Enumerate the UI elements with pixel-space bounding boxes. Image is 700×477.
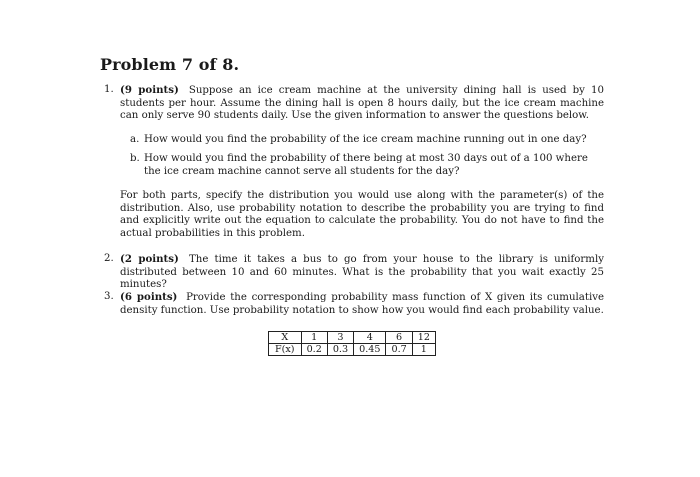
table-cell: 12 bbox=[412, 332, 435, 344]
part-letter: a. bbox=[130, 134, 140, 145]
problem-1-note: For both parts, specify the distribution you would use along with the parameter(s) of the distribution. Also, use probability notation to describe the probability you are trying to find and explicitly write out the equation to calculate the probability. You do not have to find the actual probabilities in this problem. bbox=[120, 190, 604, 239]
part-text: How would you find the probability of the ice cream machine running out in one day? bbox=[144, 134, 587, 145]
table-cell: 1 bbox=[301, 332, 327, 344]
table-cell: 0.7 bbox=[386, 344, 412, 356]
problem-body bbox=[120, 84, 604, 123]
problem-3 bbox=[104, 291, 604, 317]
problem-body bbox=[120, 253, 604, 292]
problem-text: Suppose an ice cream machine at the university dining hall is used by 10 students per hour. Assume the dining hall is open 8 hours daily, but the ice cream machine can only serve 90 students daily. Use the given information to answer the questions below. bbox=[120, 85, 604, 122]
table-header-fx: F(x) bbox=[269, 344, 302, 356]
table-row-x bbox=[269, 332, 436, 344]
problem-number: 2. bbox=[104, 253, 114, 264]
problem-text: Provide the corresponding probability mass function of X given its cumulative density function. Use probability notation to show how you would find each probability value. bbox=[120, 292, 604, 316]
table-cell: 6 bbox=[386, 332, 412, 344]
table-cell: 0.2 bbox=[301, 344, 327, 356]
page-title: Problem 7 of 8. bbox=[100, 55, 240, 74]
table-row-fx bbox=[269, 344, 436, 356]
problem-text: The time it takes a bus to go from your house to the library is uniformly distributed between 10 and 60 minutes. What is the probability that you wait exactly 25 minutes? bbox=[120, 254, 604, 291]
table-header-x: X bbox=[269, 332, 302, 344]
part-text: How would you find the probability of there being at most 30 days out of a 100 where the ice cream machine cannot serve all students for the day? bbox=[144, 153, 588, 177]
table-cell: 4 bbox=[354, 332, 386, 344]
problem-points: (2 points) bbox=[120, 253, 179, 265]
problem-points: (9 points) bbox=[120, 84, 179, 96]
problem-1-part-a bbox=[130, 134, 604, 147]
problem-2 bbox=[104, 253, 604, 292]
table-cell: 1 bbox=[412, 344, 435, 356]
problem-points: (6 points) bbox=[120, 291, 178, 303]
problem-number: 3. bbox=[104, 291, 114, 302]
problem-body bbox=[120, 291, 604, 317]
problem-1-part-b bbox=[130, 153, 604, 178]
part-letter: b. bbox=[130, 153, 140, 164]
cdf-table bbox=[268, 331, 436, 356]
problem-number: 1. bbox=[104, 84, 114, 95]
problem-1 bbox=[104, 84, 604, 123]
table-cell: 0.3 bbox=[327, 344, 353, 356]
table-cell: 3 bbox=[327, 332, 353, 344]
table-cell: 0.45 bbox=[354, 344, 386, 356]
